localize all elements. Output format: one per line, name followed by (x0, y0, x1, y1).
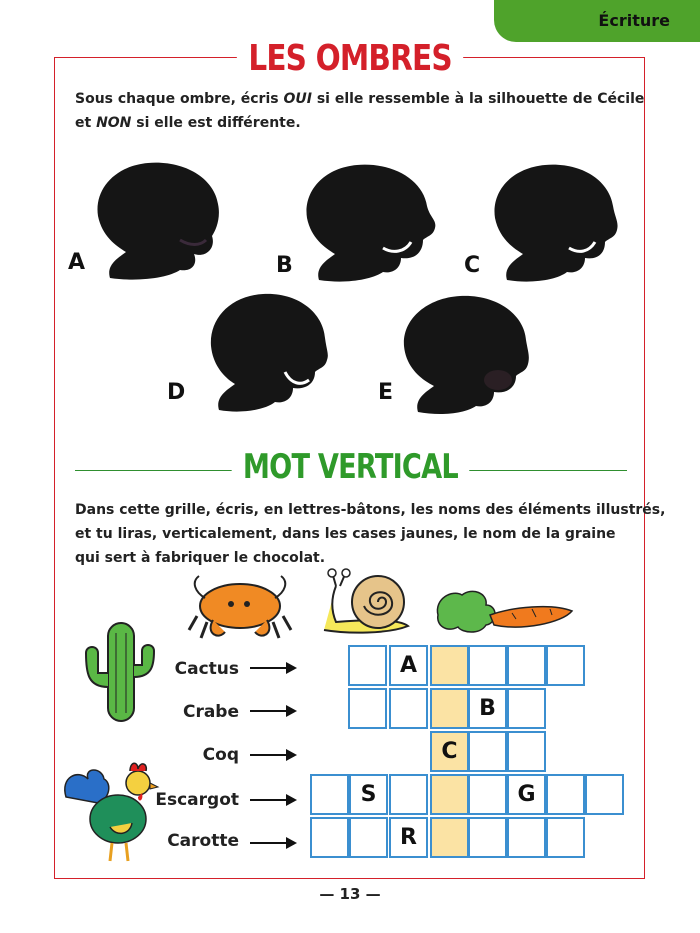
grid-cell-yellow[interactable]: C (430, 731, 469, 772)
mot-vertical-instruction (75, 498, 665, 570)
grid-cell[interactable] (348, 688, 387, 729)
grid-cell[interactable] (546, 774, 585, 815)
grid-cell[interactable] (310, 817, 349, 858)
grid-cell[interactable] (546, 645, 585, 686)
word-label-cactus: Cactus (174, 659, 239, 679)
ombres-instr-non: NON (96, 115, 132, 131)
grid-cell[interactable] (348, 645, 387, 686)
shadow-letter-e: E (378, 380, 394, 405)
grid-cell[interactable]: B (468, 688, 507, 729)
grid-cell[interactable] (468, 731, 507, 772)
page-number: — 13 — (319, 885, 381, 903)
section-tab-label: Écriture (598, 11, 670, 30)
grid-cell[interactable] (468, 817, 507, 858)
shadow-e (400, 294, 535, 419)
grid-cell[interactable] (507, 645, 546, 686)
shadow-letter-c: C (464, 253, 481, 278)
ombres-instruction (75, 87, 644, 135)
mv-instr-line3: qui sert à fabriquer le chocolat. (75, 550, 326, 566)
ombres-instr-oui: OUI (283, 91, 312, 107)
crab-icon (185, 568, 295, 643)
title-mot-vertical (0, 447, 700, 487)
arrow-icon (250, 836, 298, 850)
ombres-instr-part2: si elle ressemble à la silhouette de Cécile (311, 91, 645, 107)
word-label-carotte: Carotte (167, 831, 239, 851)
word-label-crabe: Crabe (182, 702, 239, 722)
grid-cell[interactable] (468, 645, 507, 686)
arrow-icon (250, 704, 298, 718)
ombres-instr-part4: si elle est différente. (131, 115, 301, 131)
mv-instr-line2: et tu liras, verticalement, dans les cases jaunes, le nom de la graine (75, 526, 616, 542)
section-tab (494, 0, 700, 42)
grid-cell[interactable]: A (389, 645, 428, 686)
grid-cell-yellow[interactable] (430, 817, 469, 858)
grid-cell[interactable] (546, 817, 585, 858)
shadow-letter-b: B (276, 253, 293, 278)
title-mot-vertical-text: MOT VERTICAL (231, 447, 468, 487)
grid-cell[interactable] (585, 774, 624, 815)
grid-cell[interactable] (389, 774, 428, 815)
shadow-b (297, 162, 442, 287)
grid-cell[interactable] (507, 817, 546, 858)
arrow-icon (250, 748, 298, 762)
ombres-instr-part3: et (75, 115, 97, 131)
grid-cell[interactable] (507, 688, 546, 729)
word-label-coq: Coq (202, 745, 239, 765)
ombres-instr-part1: Sous chaque ombre, écris (75, 91, 284, 107)
grid-cell-yellow[interactable] (430, 645, 469, 686)
shadow-letter-d: D (167, 380, 186, 405)
word-label-escargot: Escargot (155, 790, 239, 810)
grid-cell[interactable] (507, 731, 546, 772)
grid-cell[interactable]: S (349, 774, 388, 815)
grid-cell-yellow[interactable] (430, 774, 469, 815)
grid-cell[interactable]: G (507, 774, 546, 815)
shadow-c (485, 162, 625, 287)
shadow-letter-a: A (68, 250, 86, 275)
grid-cell[interactable] (310, 774, 349, 815)
grid-cell[interactable] (389, 688, 428, 729)
carrot-icon (432, 585, 577, 640)
arrow-icon (250, 793, 298, 807)
shadow-d (205, 292, 335, 417)
grid-cell[interactable] (349, 817, 388, 858)
arrow-icon (250, 661, 298, 675)
title-les-ombres-text: LES OMBRES (237, 38, 463, 79)
snail-icon (318, 568, 413, 638)
grid-cell-yellow[interactable] (430, 688, 469, 729)
grid-cell[interactable]: R (389, 817, 428, 858)
title-les-ombres (0, 38, 700, 79)
shadow-a (88, 160, 233, 285)
mv-instr-line1: Dans cette grille, écris, en lettres-bâtons, les noms des éléments illustrés, (75, 502, 666, 518)
grid-cell[interactable] (468, 774, 507, 815)
